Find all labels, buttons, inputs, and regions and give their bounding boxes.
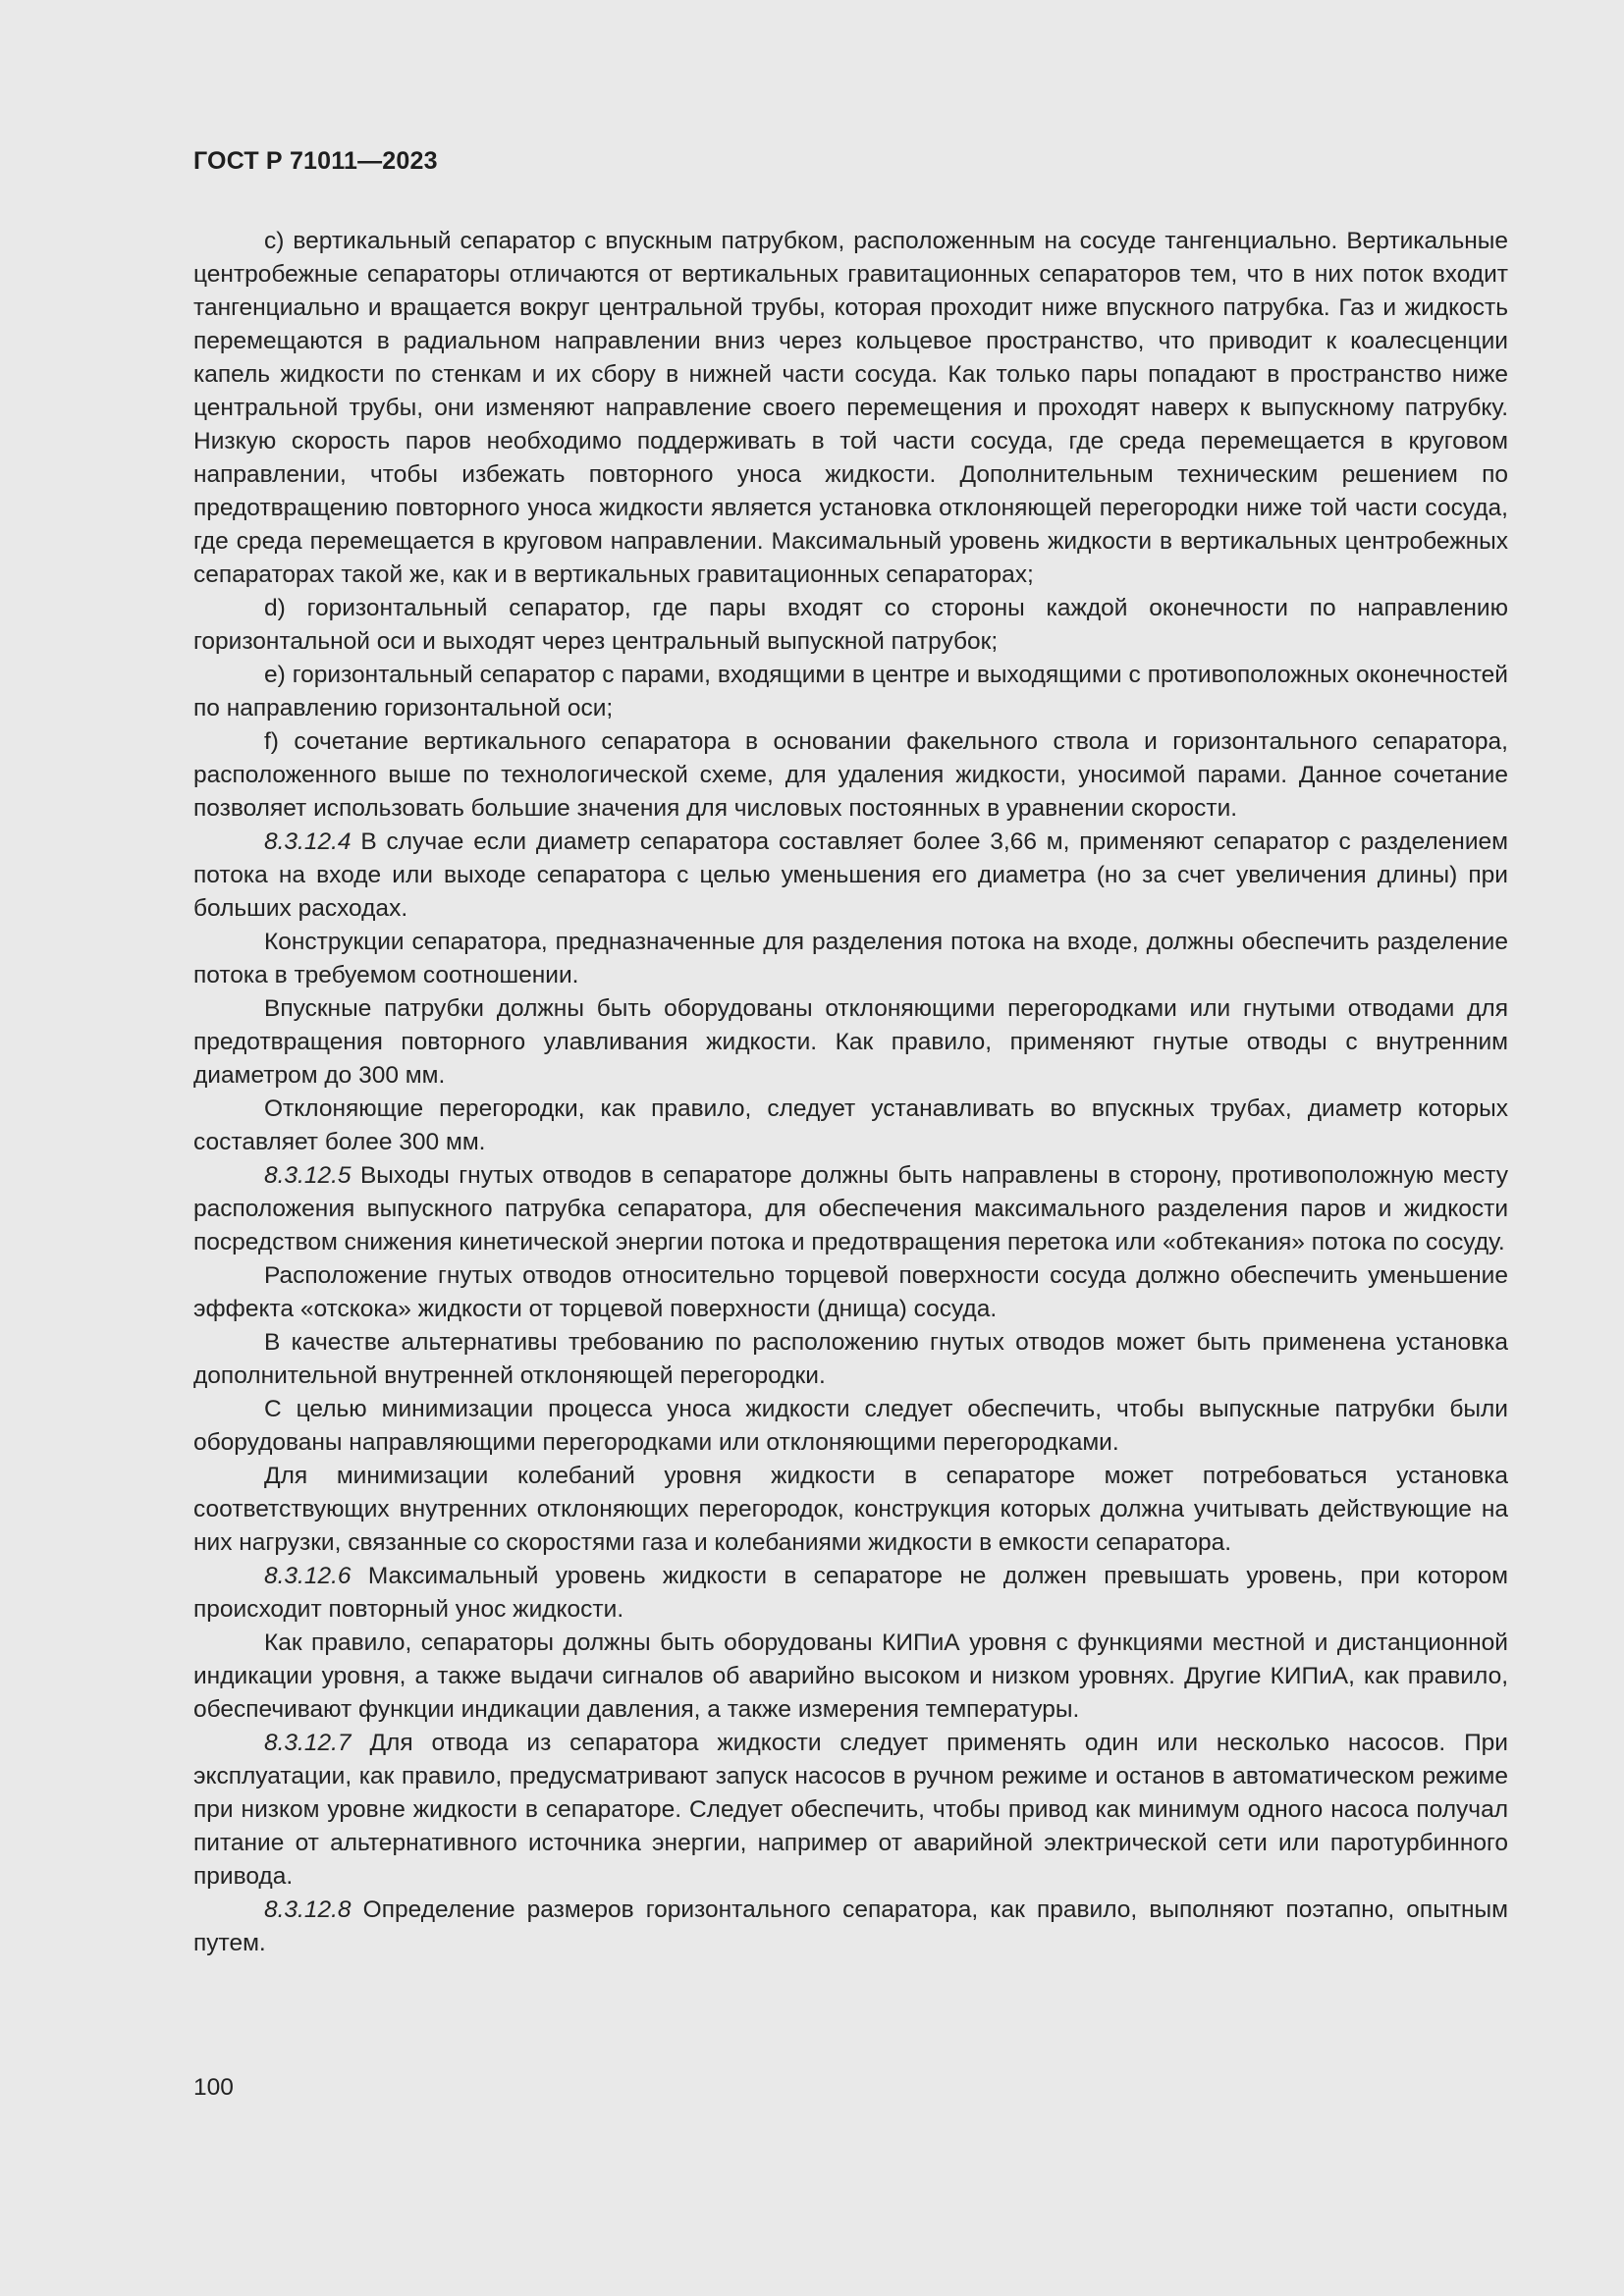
document-body bbox=[193, 225, 1508, 1960]
paragraph bbox=[193, 826, 1508, 926]
paragraph bbox=[193, 225, 1508, 592]
clause-number: 8.3.12.4 bbox=[264, 828, 352, 855]
paragraph bbox=[193, 1460, 1508, 1560]
paragraph bbox=[193, 992, 1508, 1093]
paragraph bbox=[193, 926, 1508, 992]
paragraph-text: Отклоняющие перегородки, как правило, следует устанавливать во впускных трубах, диаметр которых составляет более 300 мм. bbox=[193, 1095, 1508, 1155]
paragraph-text: c) вертикальный сепаратор с впускным патрубком, расположенным на сосуде тангенциально. Вертикальные центробежные сепараторы отличаются от вертикальных гравитационных сепараторов тем, что в них поток входит тангенциально и вращается вокруг центральной трубы, которая проходит ниже впускного патрубка. Газ и жидкость перемещаются в радиальном направлении вниз через кольцевое пространство, что приводит к коалесценции капель жидкости по стенкам и их сбору в нижней части сосуда. Как только пары попадают в пространство ниже центральной трубы, они изменяют направление своего перемещения и проходят наверх к выпускному патрубку. Низкую скорость паров необходимо поддерживать в той части сосуда, где среда перемещается в круговом направлении, чтобы избежать повторного уноса жидкости. Дополнительным техническим решением по предотвращению повторного уноса жидкости является установка отклоняющей перегородки ниже той части сосуда, где среда перемещается в круговом направлении. Максимальный уровень жидкости в вертикальных центробежных сепараторах такой же, как и в вертикальных гравитационных сепараторах; bbox=[193, 228, 1508, 588]
paragraph-text: Впускные патрубки должны быть оборудованы отклоняющими перегородками или гнутыми отводами для предотвращения повторного улавливания жидкости. Как правило, применяют гнутые отводы с внутренним диаметром до 300 мм. bbox=[193, 995, 1508, 1089]
paragraph-text: Как правило, сепараторы должны быть оборудованы КИПиА уровня с функциями местной и дистанционной индикации уровня, а также выдачи сигналов об аварийно высоком и низком уровнях. Другие КИПиА, как правило, обеспечивают функции индикации давления, а также измерения температуры. bbox=[193, 1629, 1508, 1723]
paragraph-text: В качестве альтернативы требованию по расположению гнутых отводов может быть применена установка дополнительной внутренней отклоняющей перегородки. bbox=[193, 1329, 1508, 1389]
paragraph-text: Определение размеров горизонтального сепаратора, как правило, выполняют поэтапно, опытным путем. bbox=[193, 1896, 1509, 1956]
paragraph-text: Конструкции сепаратора, предназначенные для разделения потока на входе, должны обеспечить разделение потока в требуемом соотношении. bbox=[193, 929, 1508, 988]
paragraph-text: Расположение гнутых отводов относительно торцевой поверхности сосуда должно обеспечить уменьшение эффекта «отскока» жидкости от торцевой поверхности (днища) сосуда. bbox=[193, 1262, 1508, 1322]
paragraph bbox=[193, 592, 1508, 659]
paragraph-text: f) сочетание вертикального сепаратора в основании факельного ствола и горизонтального сепаратора, расположенного выше по технологической схеме, для удаления жидкости, уносимой парами. Данное сочетание позволяет использовать большие значения для числовых постоянных в уравнении скорости. bbox=[193, 728, 1508, 822]
paragraph-text: В случае если диаметр сепаратора составляет более 3,66 м, применяют сепаратор с разделением потока на входе или выходе сепаратора с целью уменьшения его диаметра (но за счет увеличения длины) при больших расходах. bbox=[193, 828, 1508, 922]
paragraph bbox=[193, 1159, 1508, 1259]
paragraph-text: Для отвода из сепаратора жидкости следует применять один или несколько насосов. При эксплуатации, как правило, предусматривают запуск насосов в ручном режиме и останов в автоматическом режиме при низком уровне жидкости в сепараторе. Следует обеспечить, чтобы привод как минимум одного насоса получал питание от альтернативного источника энергии, например от аварийной электрической сети или паротурбинного привода. bbox=[193, 1730, 1508, 1890]
clause-number: 8.3.12.6 bbox=[264, 1563, 352, 1589]
paragraph bbox=[193, 1894, 1508, 1960]
paragraph-text: С целью минимизации процесса уноса жидкости следует обеспечить, чтобы выпускные патрубки были оборудованы направляющими перегородками или отклоняющими перегородками. bbox=[193, 1396, 1508, 1456]
paragraph bbox=[193, 1727, 1508, 1894]
paragraph bbox=[193, 725, 1508, 826]
paragraph-text: Для минимизации колебаний уровня жидкости в сепараторе может потребоваться установка соответствующих внутренних отклоняющих перегородок, конструкция которых должна учитывать действующие на них нагрузки, связанные со скоростями газа и колебаниями жидкости в емкости сепаратора. bbox=[193, 1463, 1508, 1556]
paragraph bbox=[193, 1093, 1508, 1159]
paragraph bbox=[193, 1393, 1508, 1460]
paragraph bbox=[193, 1560, 1508, 1627]
paragraph bbox=[193, 659, 1508, 725]
clause-number: 8.3.12.5 bbox=[264, 1162, 352, 1189]
paragraph-text: d) горизонтальный сепаратор, где пары входят со стороны каждой оконечности по направлению горизонтальной оси и выходят через центральный выпускной патрубок; bbox=[193, 595, 1508, 655]
document-header: ГОСТ Р 71011—2023 bbox=[193, 147, 438, 175]
page-number: 100 bbox=[193, 2074, 234, 2101]
paragraph-text: Максимальный уровень жидкости в сепараторе не должен превышать уровень, при котором происходит повторный унос жидкости. bbox=[193, 1563, 1508, 1623]
paragraph bbox=[193, 1627, 1508, 1727]
clause-number: 8.3.12.7 bbox=[264, 1730, 352, 1756]
paragraph-text: e) горизонтальный сепаратор с парами, входящими в центре и выходящими с противоположных оконечностей по направлению горизонтальной оси; bbox=[193, 662, 1508, 721]
paragraph bbox=[193, 1326, 1508, 1393]
clause-number: 8.3.12.8 bbox=[264, 1896, 352, 1923]
paragraph bbox=[193, 1259, 1508, 1326]
paragraph-text: Выходы гнутых отводов в сепараторе должны быть направлены в сторону, противоположную месту расположения выпускного патрубка сепаратора, для обеспечения максимального разделения паров и жидкости посредством снижения кинетической энергии потока и предотвращения перетока или «обтекания» потока по сосуду. bbox=[193, 1162, 1508, 1255]
